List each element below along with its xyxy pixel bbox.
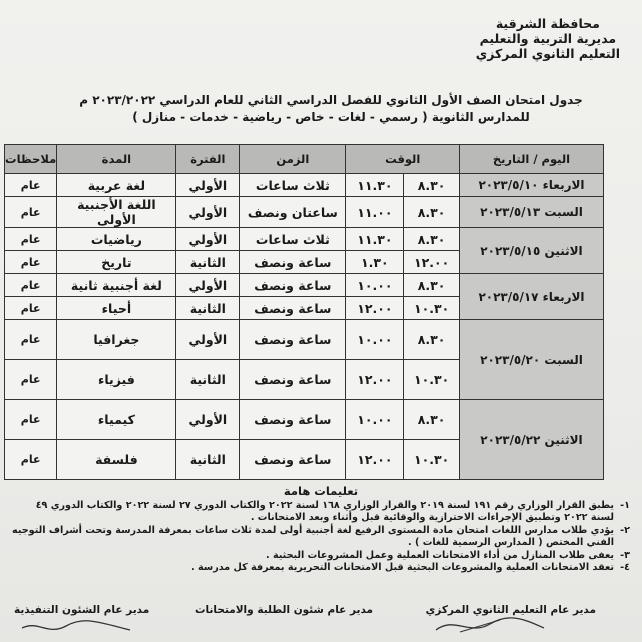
period-cell: الثانية (176, 251, 240, 274)
instruction-text: يؤدي طلاب مدارس اللغات امتحان مادة المستوى الرفيع لغة أجنبية أولى لمدة ثلاث ساعات بمعرفة المدرسة وتحت أشراف التوجيه الفني المختص ( المدارس الرسمية للغات ) . (12, 524, 614, 549)
time-from-cell: ٨.٣٠ (404, 174, 460, 197)
header-subject: المدة (57, 145, 176, 174)
note-cell: عام (5, 360, 57, 400)
table-header-row (5, 145, 604, 174)
handwritten-signature-right (430, 614, 550, 638)
note-cell: عام (5, 274, 57, 297)
header-period: الفترة (176, 145, 240, 174)
subject-cell: جغرافيا (57, 320, 176, 360)
time-to-cell: ١١.٣٠ (346, 228, 404, 251)
instruction-text: تعقد الامتحانات العملية والمشروعات البحثية قبل الامتحانات التحريرية بمعرفة كل مدرسة . (190, 562, 614, 574)
period-cell: الأولي (176, 274, 240, 297)
instructions-list (10, 500, 630, 574)
notes-title: تعليمات هامة (283, 484, 359, 498)
subject-cell: اللغة الأجنبية الأولى (57, 197, 176, 228)
table-row (5, 197, 604, 228)
period-cell: الأولي (176, 320, 240, 360)
note-cell: عام (5, 297, 57, 320)
period-cell: الأولي (176, 197, 240, 228)
instruction-number: ٣- (620, 549, 630, 561)
date-cell: الاربعاء ٢٠٢٣/٥/١٠ (459, 174, 603, 197)
time-to-cell: ١٢.٠٠ (346, 360, 404, 400)
duration-cell: ثلاث ساعات (240, 228, 346, 251)
duration-cell: ساعة ونصف (240, 251, 346, 274)
instruction-item (10, 562, 630, 574)
subject-cell: فيزياء (57, 360, 176, 400)
period-cell: الأولي (176, 228, 240, 251)
note-cell: عام (5, 174, 57, 197)
time-to-cell: ١٢.٠٠ (346, 440, 404, 480)
date-cell: السبت ٢٠٢٣/٥/٢٠ (459, 320, 603, 400)
time-from-cell: ٨.٣٠ (404, 197, 460, 228)
table-row (5, 174, 604, 197)
duration-cell: ساعة ونصف (240, 297, 346, 320)
duration-cell: ساعة ونصف (240, 320, 346, 360)
subject-cell: لغة أجنبية ثانية (57, 274, 176, 297)
date-cell: الاربعاء ٢٠٢٣/٥/١٧ (459, 274, 603, 320)
instruction-number: ١- (620, 500, 630, 511)
period-cell: الثانية (176, 297, 240, 320)
table-row (5, 274, 604, 297)
signature-secondary-education: مدير عام التعليم الثانوي المركزي (425, 604, 596, 616)
period-cell: الثانية (176, 360, 240, 400)
time-to-cell: ١٢.٠٠ (346, 297, 404, 320)
title-line-2: للمدارس الثانوية ( رسمي - لغات - خاص - رياضية - خدمات - منازل ) (132, 110, 530, 124)
table-row (5, 320, 604, 360)
time-from-cell: ١٢.٠٠ (404, 251, 460, 274)
date-cell: السبت ٢٠٢٣/٥/١٣ (459, 197, 603, 228)
governorate-name: محافظة الشرقية (495, 16, 600, 31)
time-to-cell: ١٠.٠٠ (346, 274, 404, 297)
duration-cell: ساعة ونصف (240, 440, 346, 480)
subject-cell: لغة عربية (57, 174, 176, 197)
instruction-item (10, 500, 630, 525)
subject-cell: تاريخ (57, 251, 176, 274)
period-cell: الثانية (176, 440, 240, 480)
duration-cell: ساعتان ونصف (240, 197, 346, 228)
schedule-title (60, 92, 602, 126)
period-cell: الأولي (176, 174, 240, 197)
table-row (5, 228, 604, 251)
header-time: الوقت (346, 145, 460, 174)
directorate-name: مديرية التربية والتعليم (479, 31, 617, 46)
note-cell: عام (5, 228, 57, 251)
department-name: التعليم الثانوي المركزي (475, 46, 620, 61)
header-notes: ملاحظات (5, 145, 57, 174)
instruction-text: يعفى طلاب المنازل من أداء الامتحانات العملية وعمل المشروعات البحثية . (265, 549, 614, 561)
handwritten-signature-left (18, 618, 138, 638)
time-from-cell: ١٠.٣٠ (404, 297, 460, 320)
signature-executive-affairs: مدير عام الشئون التنفيذية (14, 604, 150, 616)
note-cell: عام (5, 197, 57, 228)
time-to-cell: ١٠.٠٠ (346, 400, 404, 440)
header-day: اليوم / التاريخ (459, 145, 603, 174)
time-from-cell: ٨.٣٠ (404, 228, 460, 251)
duration-cell: ثلاث ساعات (240, 174, 346, 197)
duration-cell: ساعة ونصف (240, 400, 346, 440)
duration-cell: ساعة ونصف (240, 274, 346, 297)
instruction-number: ٤- (620, 562, 630, 574)
duration-cell: ساعة ونصف (240, 360, 346, 400)
title-line-1: جدول امتحان الصف الأول الثانوي للفصل الدراسي الثاني للعام الدراسي ٢٠٢٣/٢٠٢٢ م (79, 93, 583, 107)
time-from-cell: ١٠.٣٠ (404, 440, 460, 480)
period-cell: الأولي (176, 400, 240, 440)
header-duration: الزمن (240, 145, 346, 174)
authority-header (476, 16, 620, 61)
subject-cell: رياضيات (57, 228, 176, 251)
note-cell: عام (5, 320, 57, 360)
exam-schedule-table (4, 144, 604, 480)
note-cell: عام (5, 251, 57, 274)
time-to-cell: ١٠.٠٠ (346, 320, 404, 360)
instruction-item (10, 525, 630, 550)
time-to-cell: ١.٣٠ (346, 251, 404, 274)
signature-students-affairs: مدير عام شئون الطلبة والامتحانات (195, 604, 374, 616)
time-to-cell: ١١.٣٠ (346, 174, 404, 197)
time-from-cell: ٨.٣٠ (404, 400, 460, 440)
date-cell: الاثنين ٢٠٢٣/٥/٢٢ (459, 400, 603, 480)
time-from-cell: ١٠.٣٠ (404, 360, 460, 400)
instruction-number: ٢- (620, 524, 630, 536)
date-cell: الاثنين ٢٠٢٣/٥/١٥ (459, 228, 603, 274)
subject-cell: كيمياء (57, 400, 176, 440)
time-from-cell: ٨.٣٠ (404, 274, 460, 297)
subject-cell: أحياء (57, 297, 176, 320)
subject-cell: فلسفة (57, 440, 176, 480)
time-to-cell: ١١.٠٠ (346, 197, 404, 228)
time-from-cell: ٨.٣٠ (404, 320, 460, 360)
table-row (5, 400, 604, 440)
note-cell: عام (5, 440, 57, 480)
note-cell: عام (5, 400, 57, 440)
instruction-text: يطبق القرار الوزاري رقم ١٩١ لسنة ٢٠١٩ والقرار الوزاري ١٦٨ لسنة ٢٠٢٢ والكتاب الدوري ٢٧ لسنة ٢٠٢٢ والكتاب الدوري ٤٩ لسنة ٢٠٢٢ وتطبيق الإجراءات الاحترازية والوقائية قبل وأثناء وبعد الامتحانات . (35, 500, 614, 524)
instruction-item (10, 550, 630, 562)
